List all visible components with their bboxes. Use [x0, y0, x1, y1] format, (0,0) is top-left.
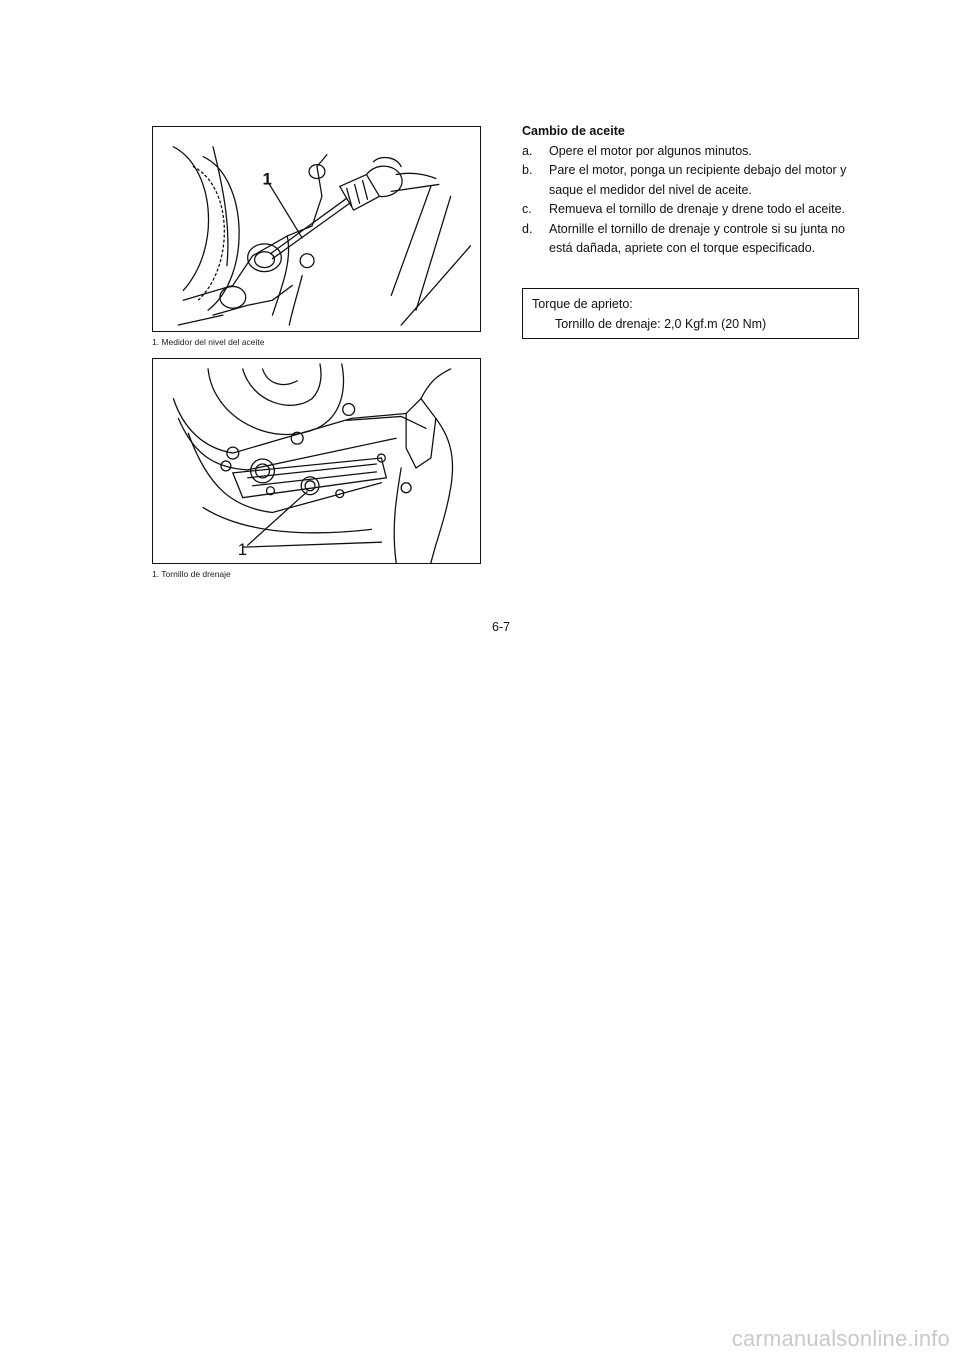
step-list — [522, 142, 867, 259]
section-title: Cambio de aceite — [522, 124, 625, 138]
step-text: Atornille el tornillo de drenaje y controle si su junta no está dañada, apriete con el torque especificado. — [549, 221, 846, 255]
figure-caption: 1. Medidor del nivel del aceite — [152, 337, 265, 347]
step-marker: b. — [522, 163, 533, 177]
step-item — [522, 220, 867, 259]
oil-change-section — [522, 122, 867, 259]
step-text: Opere el motor por algunos minutos. — [549, 143, 752, 158]
figure-caption: 1. Tornillo de drenaje — [152, 569, 231, 579]
oil-dipstick-illustration-icon — [153, 127, 480, 331]
figure-oil-dipstick — [152, 126, 481, 332]
page-number: 6-7 — [492, 620, 511, 634]
step-marker: d. — [522, 221, 533, 236]
step-item — [522, 142, 867, 162]
step-text: Pare el motor, ponga un recipiente debajo del motor y saque el medidor del nivel de aceite. — [549, 163, 847, 197]
step-item — [522, 161, 867, 200]
spec-label: Torque de aprieto: — [532, 297, 633, 311]
watermark: carmanualsonline.info — [731, 1326, 950, 1351]
drain-bolt-illustration-icon — [153, 359, 480, 563]
step-marker: c. — [522, 202, 532, 216]
figure-callout: 1 — [237, 540, 248, 560]
spec-value: Tornillo de drenaje: 2,0 Kgf.m (20 Nm) — [555, 317, 767, 331]
step-item — [522, 200, 867, 220]
step-text: Remueva el tornillo de drenaje y drene todo el aceite. — [549, 202, 846, 216]
figure-callout: 1 — [262, 169, 272, 189]
figure-drain-bolt — [152, 358, 481, 564]
step-marker: a. — [522, 143, 533, 158]
torque-spec-box — [522, 288, 859, 339]
